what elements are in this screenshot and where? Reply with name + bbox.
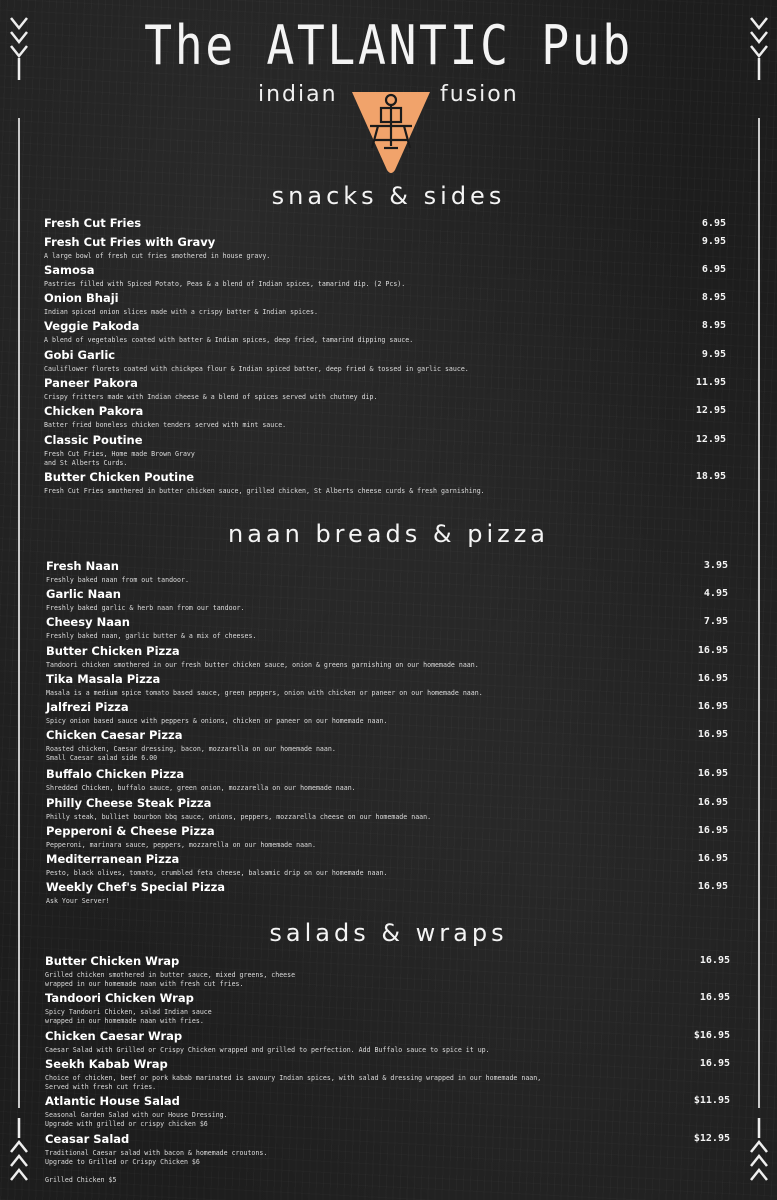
item-name: Tika Masala Pizza [46, 672, 161, 686]
tandoor-logo-icon [348, 88, 434, 176]
item-description: Fresh Cut Fries, Home made Brown Gravy and St Alberts Curds. [44, 450, 195, 467]
menu-item [45, 954, 295, 989]
item-price: 8.95 [701, 320, 726, 331]
item-name: Chicken Caesar Pizza [46, 728, 183, 742]
item-name: Weekly Chef's Special Pizza [46, 880, 226, 894]
menu-item [46, 615, 256, 641]
item-name: Chicken Caesar Wrap [45, 1029, 183, 1043]
menu-item [46, 796, 431, 822]
item-name: Paneer Pakora [44, 376, 138, 390]
item-description: Traditional Caesar salad with bacon & homemade croutons. Upgrade to Grilled or Crispy Chicken $6 Grilled Chicken $5 [45, 1149, 268, 1184]
item-description: Indian spiced onion slices made with a crispy batter & Indian spices. [44, 308, 318, 316]
menu-item [46, 672, 483, 698]
chevron-down-ornament-icon [748, 10, 772, 80]
item-price: 8.95 [701, 292, 726, 303]
menu-item [44, 263, 405, 289]
menu-item [45, 1132, 267, 1185]
item-description: Caesar Salad with Grilled or Crispy Chicken wrapped and grilled to perfection. Add Buffalo sauce to spice it up. [45, 1046, 490, 1054]
item-name: Butter Chicken Pizza [46, 644, 180, 658]
item-price: 16.95 [697, 797, 728, 808]
item-name: Tandoori Chicken Wrap [45, 991, 194, 1005]
item-description: Pesto, black olives, tomato, crumbled feta cheese, balsamic drip on our homemade naan. [46, 869, 388, 877]
menu-item [44, 404, 286, 430]
item-name: Fresh Cut Fries [44, 216, 142, 230]
item-name: Fresh Cut Fries with Gravy [44, 235, 216, 249]
item-price: $11.95 [693, 1095, 730, 1106]
item-description: Crispy fritters made with Indian cheese & a blend of spices served with chutney dip. [44, 393, 378, 401]
item-name: Gobi Garlic [44, 348, 116, 362]
item-price: 16.95 [697, 853, 728, 864]
item-price: 6.95 [701, 218, 726, 229]
item-price: 16.95 [697, 701, 728, 712]
menu-item [45, 1057, 541, 1092]
menu-item [46, 880, 225, 906]
subtitle-right: fusion [440, 82, 519, 107]
item-price: 16.95 [697, 673, 728, 684]
item-description: Freshly baked garlic & herb naan from our tandoor. [46, 604, 245, 612]
menu-item [46, 559, 189, 585]
item-name: Philly Cheese Steak Pizza [46, 796, 212, 810]
item-price: 16.95 [697, 881, 728, 892]
left-border-line [18, 118, 20, 1108]
menu-item [46, 728, 336, 763]
item-description: Ask Your Server! [46, 897, 110, 905]
item-name: Butter Chicken Wrap [45, 954, 180, 968]
menu-item [46, 767, 356, 793]
item-price: 16.95 [699, 1058, 730, 1069]
item-description: Pepperoni, marinara sauce, peppers, mozzarella on our homemade naan. [46, 841, 316, 849]
item-price: 9.95 [701, 349, 726, 360]
item-description: Pastries filled with Spiced Potato, Peas & a blend of Indian spices, tamarind dip. (2 Pcs). [44, 280, 406, 288]
item-price: 16.95 [699, 992, 730, 1003]
menu-item [44, 216, 141, 230]
subtitle-left: indian [258, 82, 338, 107]
menu-item [45, 991, 212, 1026]
item-name: Mediterranean Pizza [46, 852, 180, 866]
item-description: Roasted chicken, Caesar dressing, bacon, mozzarella on our homemade naan. Small Caesar salad side 6.00 [46, 745, 336, 762]
item-description: Masala is a medium spice tomato based sauce, green peppers, onion with chicken or paneer on our homemade naan. [46, 689, 483, 697]
item-price: 18.95 [695, 471, 726, 482]
item-name: Pepperoni & Cheese Pizza [46, 824, 215, 838]
item-price: 16.95 [699, 955, 730, 966]
item-name: Atlantic House Salad [45, 1094, 180, 1108]
item-price: 3.95 [703, 560, 728, 571]
item-price: 16.95 [697, 645, 728, 656]
menu-item [46, 644, 479, 670]
menu-item [45, 1094, 228, 1129]
item-description: Choice of chicken, beef or pork kabab marinated is savoury Indian spices, with salad & dressing wrapped in our homemade naan, Served with fresh cut fries. [45, 1074, 542, 1091]
item-price: 16.95 [697, 825, 728, 836]
section-title-naan-pizza: naan breads & pizza [227, 520, 550, 548]
menu-item [46, 852, 387, 878]
menu-item [44, 433, 195, 468]
item-price: 12.95 [695, 434, 726, 445]
menu-item [46, 587, 245, 613]
item-description: Spicy Tandoori Chicken, salad Indian sauce wrapped in our homemade naan with fries. [45, 1008, 212, 1025]
chevron-down-ornament-icon [8, 10, 32, 80]
menu-item [46, 700, 387, 726]
item-name: Garlic Naan [46, 587, 121, 601]
item-description: Freshly baked naan from out tandoor. [46, 576, 189, 584]
section-title-salads-wraps: salads & wraps [269, 919, 508, 947]
item-name: Samosa [44, 263, 95, 277]
chevron-up-ornament-icon [748, 1118, 772, 1190]
item-description: Spicy onion based sauce with peppers & onions, chicken or paneer on our homemade naan. [46, 717, 388, 725]
item-price: 7.95 [703, 616, 728, 627]
item-description: Shredded Chicken, buffalo sauce, green onion, mozzarella on our homemade naan. [46, 784, 356, 792]
menu-item [44, 235, 270, 261]
item-price: 16.95 [697, 729, 728, 740]
section-title-snacks-sides: snacks & sides [271, 182, 506, 210]
item-description: Cauliflower florets coated with chickpea flour & Indian spiced batter, deep fried & tossed in garlic sauce. [44, 365, 469, 373]
item-name: Classic Poutine [44, 433, 143, 447]
item-price: 12.95 [695, 405, 726, 416]
item-name: Fresh Naan [46, 559, 119, 573]
item-price: 9.95 [701, 236, 726, 247]
item-name: Cheesy Naan [46, 615, 130, 629]
menu-item [44, 376, 377, 402]
item-description: Grilled chicken smothered in butter sauce, mixed greens, cheese wrapped in our homemade naan with fresh cut fries. [45, 971, 296, 988]
item-name: Seekh Kabab Wrap [45, 1057, 168, 1071]
menu-item [44, 291, 318, 317]
item-name: Jalfrezi Pizza [46, 700, 129, 714]
item-price: 16.95 [697, 768, 728, 779]
item-name: Onion Bhaji [44, 291, 119, 305]
item-price: 6.95 [701, 264, 726, 275]
right-border-line [758, 118, 760, 1108]
item-description: A blend of vegetables coated with batter & Indian spices, deep fried, tamarind dipping sauce. [44, 336, 414, 344]
item-description: Tandoori chicken smothered in our fresh butter chicken sauce, onion & greens garnishing on our homemade naan. [46, 661, 479, 669]
menu-item [44, 470, 485, 496]
chevron-up-ornament-icon [8, 1118, 32, 1190]
item-description: Seasonal Garden Salad with our House Dressing. Upgrade with grilled or crispy chicken $6 [45, 1111, 228, 1128]
item-description: A large bowl of fresh cut fries smothered in house gravy. [44, 252, 271, 260]
menu-item [44, 319, 413, 345]
menu-item [46, 824, 316, 850]
item-price: 11.95 [695, 377, 726, 388]
item-price: 4.95 [703, 588, 728, 599]
menu-item [45, 1029, 490, 1055]
item-name: Chicken Pakora [44, 404, 144, 418]
item-price: $16.95 [693, 1030, 730, 1041]
restaurant-title: The ATLANTIC Pub [144, 14, 633, 77]
menu-item [44, 348, 469, 374]
item-description: Batter fried boneless chicken tenders served with mint sauce. [44, 421, 287, 429]
item-description: Fresh Cut Fries smothered in butter chicken sauce, grilled chicken, St Alberts cheese curds & fresh garnishing. [44, 487, 485, 495]
item-description: Freshly baked naan, garlic butter & a mix of cheeses. [46, 632, 257, 640]
item-price: $12.95 [693, 1133, 730, 1144]
item-name: Ceasar Salad [45, 1132, 130, 1146]
item-description: Philly steak, bulliet bourbon bbq sauce, onions, peppers, mozzarella cheese on our homemade naan. [46, 813, 432, 821]
item-name: Veggie Pakoda [44, 319, 140, 333]
item-name: Buffalo Chicken Pizza [46, 767, 185, 781]
item-name: Butter Chicken Poutine [44, 470, 195, 484]
